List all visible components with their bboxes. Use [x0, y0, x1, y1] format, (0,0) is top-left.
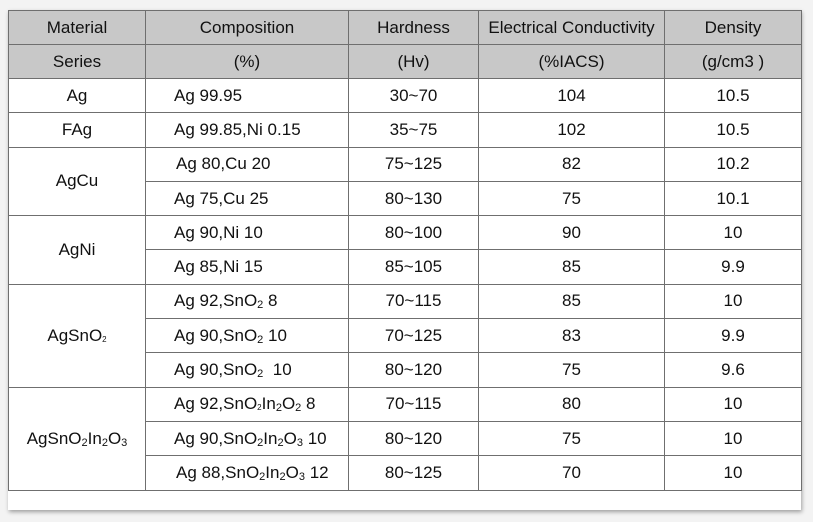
conductivity-cell: 85: [479, 250, 665, 284]
density-cell: 10: [665, 456, 802, 490]
composition-cell: Ag 90,SnO$_2$ 10: [146, 353, 349, 387]
density-cell: 10.5: [665, 113, 802, 147]
hardness-cell: 80~100: [349, 216, 479, 250]
composition-cell: Ag 99.95: [146, 79, 349, 113]
density-cell: 10: [665, 216, 802, 250]
series-cell: FAg: [9, 113, 146, 147]
header-row-2: [9, 45, 802, 79]
series-cell: AgCu: [9, 147, 146, 216]
table-row: [9, 113, 802, 147]
density-cell: 9.9: [665, 250, 802, 284]
conductivity-cell: 102: [479, 113, 665, 147]
hardness-cell: 70~125: [349, 319, 479, 353]
composition-cell: Ag 99.85,Ni 0.15: [146, 113, 349, 147]
hardness-cell: 35~75: [349, 113, 479, 147]
density-cell: 9.9: [665, 319, 802, 353]
conductivity-cell: 75: [479, 181, 665, 215]
header-row-1: [9, 11, 802, 45]
density-cell: 10.1: [665, 181, 802, 215]
header-composition-unit: (%): [146, 45, 349, 79]
hardness-cell: 80~130: [349, 181, 479, 215]
density-cell: 10.5: [665, 79, 802, 113]
composition-cell: Ag 92,SnO$_2$ 8: [146, 284, 349, 318]
table-frame: [8, 10, 801, 510]
header-composition: Composition: [146, 11, 349, 45]
table-row: [9, 387, 802, 421]
hardness-cell: 80~125: [349, 456, 479, 490]
composition-cell: Ag $92,SnO_2In_2O_2$ 8: [146, 387, 349, 421]
composition-cell: Ag $90,SnO_2In_2O_3$ 10: [146, 421, 349, 455]
conductivity-cell: 85: [479, 284, 665, 318]
conductivity-cell: 82: [479, 147, 665, 181]
hardness-cell: 30~70: [349, 79, 479, 113]
conductivity-cell: 90: [479, 216, 665, 250]
hardness-cell: 85~105: [349, 250, 479, 284]
header-density-unit: (g/cm3 ): [665, 45, 802, 79]
hardness-cell: 75~125: [349, 147, 479, 181]
header-hardness: Hardness: [349, 11, 479, 45]
conductivity-cell: 75: [479, 421, 665, 455]
header-conductivity: Electrical Conductivity: [479, 11, 665, 45]
header-series: Series: [9, 45, 146, 79]
header-material: Material: [9, 11, 146, 45]
composition-cell: Ag 90,Ni 10: [146, 216, 349, 250]
table-row: [9, 216, 802, 250]
hardness-cell: 70~115: [349, 284, 479, 318]
density-cell: 10.2: [665, 147, 802, 181]
series-cell: Ag: [9, 79, 146, 113]
density-cell: 9.6: [665, 353, 802, 387]
series-cell: AgNi: [9, 216, 146, 285]
table-row: [9, 79, 802, 113]
composition-cell: Ag 75,Cu 25: [146, 181, 349, 215]
conductivity-cell: 83: [479, 319, 665, 353]
table-row: [9, 284, 802, 318]
composition-cell: Ag 90,SnO$_2$ 10: [146, 319, 349, 353]
table-row: [9, 147, 802, 181]
density-cell: 10: [665, 421, 802, 455]
series-cell: AgSnO$_2$: [9, 284, 146, 387]
header-hardness-unit: (Hv): [349, 45, 479, 79]
conductivity-cell: 75: [479, 353, 665, 387]
density-cell: 10: [665, 387, 802, 421]
composition-cell: Ag 85,Ni 15: [146, 250, 349, 284]
materials-table: [8, 10, 802, 491]
density-cell: 10: [665, 284, 802, 318]
conductivity-cell: 104: [479, 79, 665, 113]
composition-cell: Ag $88,SnO_2In_2O_3$ 12: [146, 456, 349, 490]
composition-cell: Ag 80,Cu 20: [146, 147, 349, 181]
hardness-cell: 70~115: [349, 387, 479, 421]
header-density: Density: [665, 11, 802, 45]
series-cell: $AgSnO_2In_2O_3$: [9, 387, 146, 490]
hardness-cell: 80~120: [349, 353, 479, 387]
conductivity-cell: 70: [479, 456, 665, 490]
hardness-cell: 80~120: [349, 421, 479, 455]
header-conductivity-unit: (%IACS): [479, 45, 665, 79]
conductivity-cell: 80: [479, 387, 665, 421]
